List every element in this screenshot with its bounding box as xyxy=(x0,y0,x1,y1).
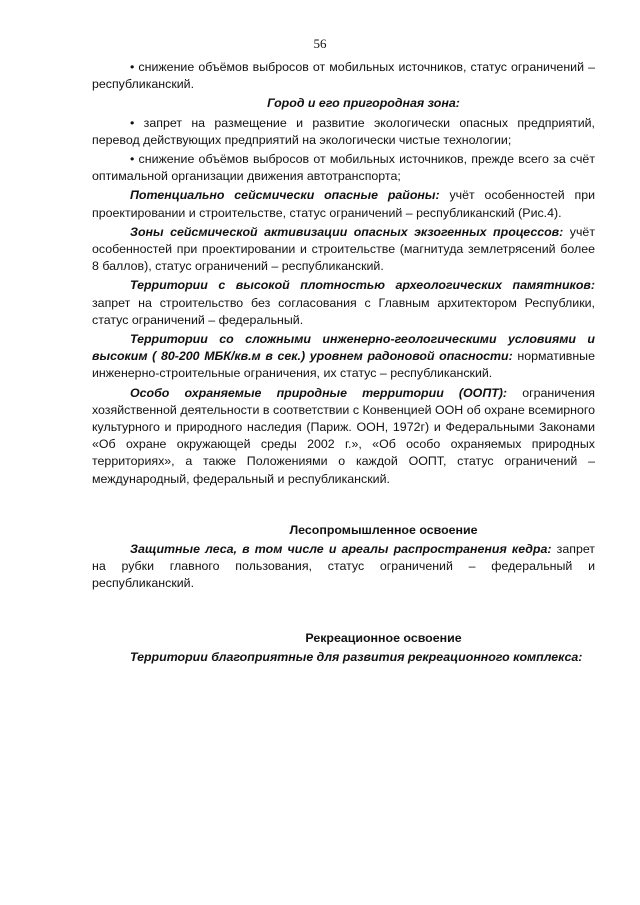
paragraph-text: нормативные инженерно-строительные ограничения, их статус – республиканский. xyxy=(92,349,595,381)
paragraph-text: учёт особенностей при проектировании и строительстве, статус ограничений – республиканский (Рис.4). xyxy=(92,188,596,220)
paragraph-lead: Территории благоприятные для развития рекреационного комплекса: xyxy=(130,649,583,664)
section-heading-forestry: Лесопромышленное освоение xyxy=(289,522,478,537)
paragraph-text: запрет на рубки главного пользования, статус ограничений – федеральный и республиканский. xyxy=(92,542,595,591)
paragraph-archaeological xyxy=(92,277,595,329)
bullet-mobile-emissions-1: • снижение объёмов выбросов от мобильных источников, статус ограничений – республиканский. xyxy=(92,60,595,92)
paragraph-lead: Территории с высокой плотностью археологических памятников: xyxy=(130,278,595,293)
paragraph-seismic-areas xyxy=(92,187,595,221)
paragraph-text: ограничения хозяйственной деятельности в соответствии с Конвенцией ООН об охране всемирного культурного и природного наследия (Париж. ООН, 1972г) и Федеральными Законами «Об охране окружающей среды 2002 г.», «Об особо охраняемых природных территориях», а также Положениями о каждой ООПТ, статус ограничений – международный, федеральный и республиканский. xyxy=(92,385,595,486)
paragraph-text: запрет на строительство без согласования с Главным архитектором Республики, статус ограничений – федеральный. xyxy=(92,295,595,327)
paragraph-seismic-zones xyxy=(92,224,595,276)
page-content xyxy=(92,59,595,666)
paragraph-protective-forests xyxy=(92,541,595,593)
paragraph-lead: Особо охраняемые природные территории (ООПТ): xyxy=(130,385,508,400)
paragraph-lead: Защитные леса, в том числе и ареалы распространения кедра: xyxy=(130,542,552,557)
bullet-mobile-emissions-2: • снижение объёмов выбросов от мобильных источников, прежде всего за счёт оптимальной организации движения автотранспорта; xyxy=(92,152,595,184)
paragraph-radon xyxy=(92,331,595,383)
city-zone-heading: Город и его пригородная зона: xyxy=(267,96,460,111)
paragraph-recreation-territories xyxy=(92,649,595,666)
bullet-hazardous-enterprises: • запрет на размещение и развитие экологически опасных предприятий, перевод действующих предприятий на экологически чистые технологии; xyxy=(92,115,595,147)
paragraph-text: учёт особенностей при проектировании и строительстве (магнитуда землетрясений более 8 баллов), статус ограничений – республиканский. xyxy=(92,224,595,274)
paragraph-lead: Потенциально сейсмически опасные районы: xyxy=(130,188,440,203)
page-number: 56 xyxy=(313,36,327,51)
paragraph-lead: Зоны сейсмической активизации опасных экзогенных процессов: xyxy=(130,224,564,239)
paragraph-lead: Территории со сложными инженерно-геологическими условиями и высоким ( 80-200 МБК/кв.м в сек.) уровнем радоновой опасности: xyxy=(92,332,595,364)
section-heading-recreation: Рекреационное освоение xyxy=(305,630,462,645)
paragraph-protected-areas xyxy=(92,385,595,488)
